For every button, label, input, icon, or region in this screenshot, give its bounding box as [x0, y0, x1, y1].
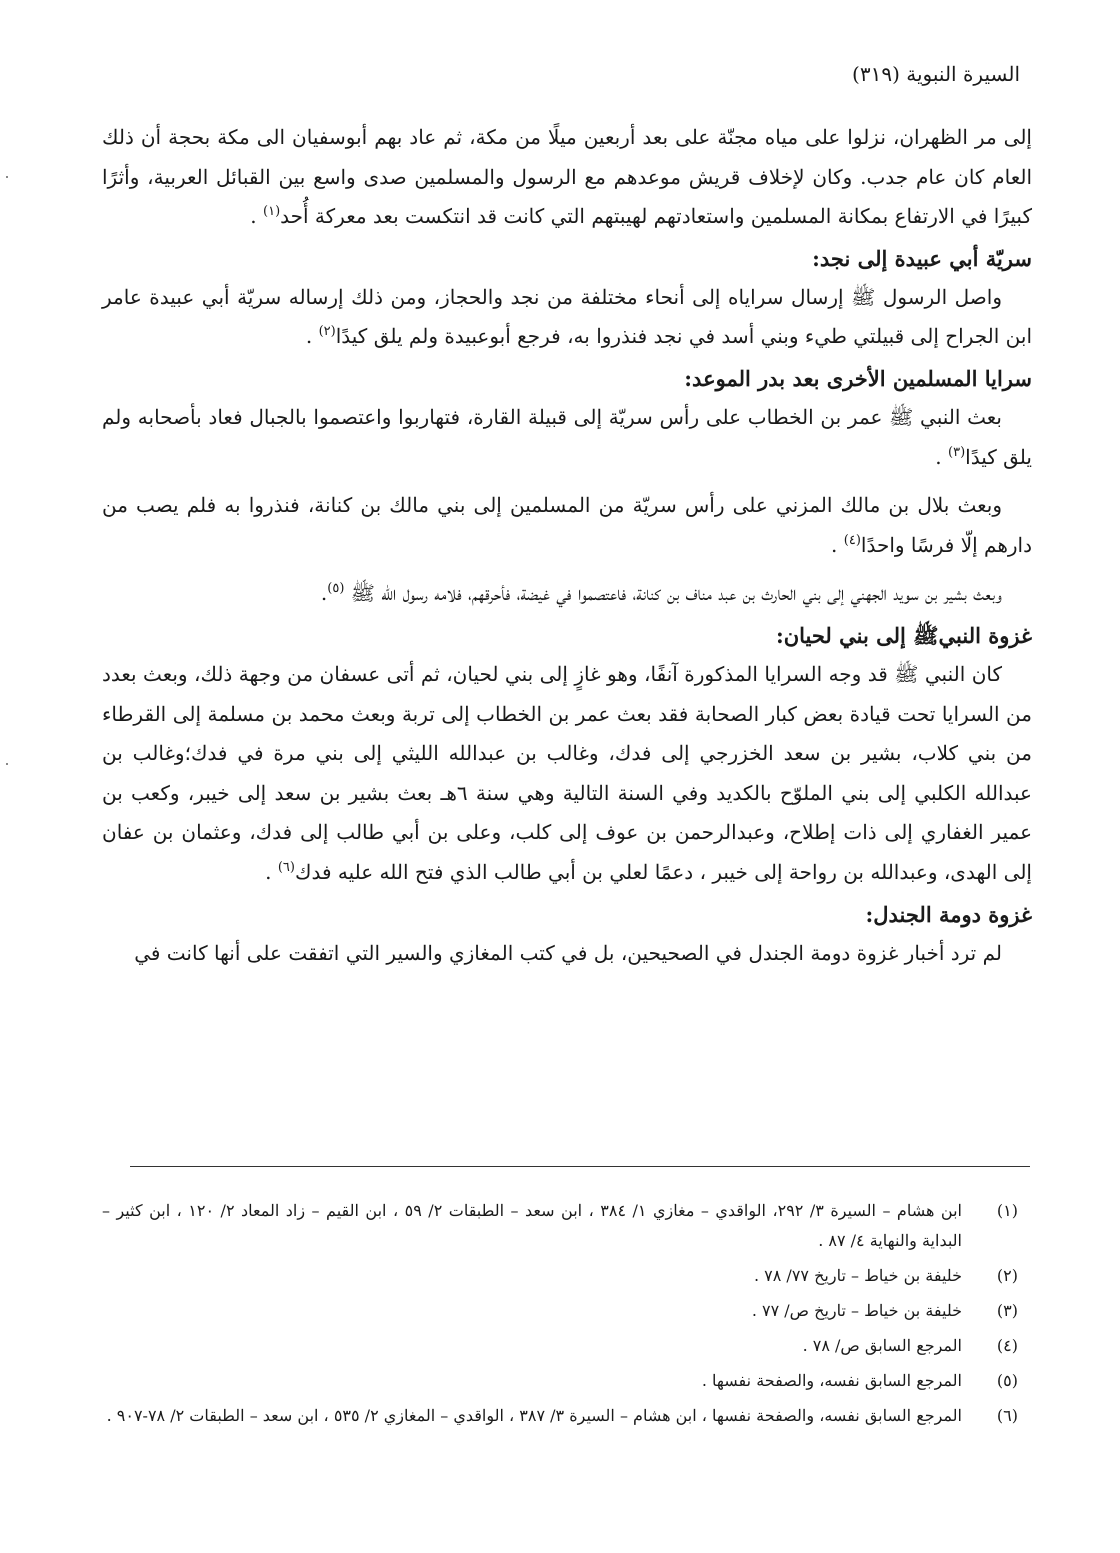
- footnote-ref-4[interactable]: (٤): [843, 532, 861, 548]
- footnote-number: (٢): [996, 1266, 1018, 1285]
- footnote-item: [102, 1196, 1018, 1256]
- paragraph-7: لم ترد أخبار غزوة دومة الجندل في الصحيحين، بل في كتب المغازي والسير التي اتفقت على أنها كانت في: [134, 940, 1002, 965]
- paragraph-4-text: وبعث بلال بن مالك المزني على رأس سريّة من المسلمين إلى بني مالك بن كنانة، فنذروا به فلم يصب من دارهم إلّا فرسًا واحدًا: [102, 493, 1032, 557]
- paragraph-2-text: واصل الرسول ﷺ إرسال سراياه إلى أنحاء مختلفة من نجد والحجاز، ومن ذلك إرساله سريّة أبي عبيدة عامر ابن الجراح إلى قبيلتي طيء وبني أسد في نجد فنذروا به، فرجع أبوعبيدة ولم يلق كيدًا: [102, 284, 1032, 349]
- main-text: [102, 118, 1032, 973]
- footnote-ref-2[interactable]: (٢): [318, 324, 336, 340]
- footnote-item: [102, 1296, 1018, 1326]
- paragraph-3-text: بعث النبي ﷺ عمر بن الخطاب على رأس سريّة إلى قبيلة القارة، فتهاربوا واعتصموا بالجبال فعاد بأصحابه ولم يلق كيدًا: [102, 404, 1032, 469]
- footnote-text: المرجع السابق نفسه، والصفحة نفسها .: [701, 1371, 962, 1390]
- paragraph-3: بعث النبي ﷺ عمر بن الخطاب على رأس سريّة إلى قبيلة القارة، فتهاربوا واعتصموا بالجبال فعاد بأصحابه ولم يلق كيدًا$^{(٣)}$ .: [102, 404, 1032, 469]
- footnote-text: المرجع السابق نفسه، والصفحة نفسها ، ابن هشام – السيرة ٣/ ٣٨٧ ، الواقدي – المغازي ٢/ ٥٣٥ ، ابن سعد – الطبقات ٢/ ٧٨-٩٠٧ .: [106, 1406, 962, 1425]
- paragraph-2: واصل الرسول ﷺ إرسال سراياه إلى أنحاء مختلفة من نجد والحجاز، ومن ذلك إرساله سريّة أبي عبيدة عامر ابن الجراح إلى قبيلتي طيء وبني أسد في نجد فنذروا به، فرجع أبوعبيدة ولم يلق كيدًا$^{(٢)}$ .: [102, 284, 1032, 349]
- footnote-number: (٥): [996, 1371, 1018, 1390]
- footnote-item: [102, 1401, 1018, 1431]
- footnote-text: المرجع السابق ص/ ٧٨ .: [802, 1336, 962, 1355]
- paragraph-1: إلى مر الظهران، نزلوا على مياه مجنّة على بعد أربعين ميلًا من مكة، ثم عاد بهم أبوسفيان الى مكة بحجة أن ذلك العام كان عام جدب. وكان لإخلاف قريش موعدهم مع الرسول والمسلمين صدى واسع بين القبائل العربية، وأثرًا كبيرًا في الارتفاع بمكانة المسلمين واستعادتهم لهيبتهم التي كانت قد انتكست بعد معركة أُحد$^{(١)}$ .: [102, 125, 1032, 229]
- footnotes: [102, 1196, 1018, 1436]
- footnote-number: (٣): [996, 1301, 1018, 1320]
- footnote-ref-6[interactable]: (٦): [277, 859, 295, 875]
- paragraph-4: وبعث بلال بن مالك المزني على رأس سريّة من المسلمين إلى بني مالك بن كنانة، فنذروا به فلم يصب من دارهم إلّا فرسًا واحدًا$^{(٤)}$ .: [102, 493, 1032, 557]
- footnote-number: (٦): [996, 1406, 1018, 1425]
- footnote-ref-5[interactable]: (٥): [327, 581, 345, 597]
- footnote-text: خليفة بن خياط – تاريخ ٧٧/ ٧٨ .: [753, 1266, 962, 1285]
- section-heading-dumat-al-jandal: غزوة دومة الجندل:: [865, 901, 1032, 927]
- footnote-number: (١): [996, 1201, 1018, 1220]
- running-head: السيرة النبوية (٣١٩): [852, 62, 1020, 86]
- scan-speck: [6, 176, 8, 178]
- footnote-ref-3[interactable]: (٣): [948, 444, 966, 460]
- paragraph-5: وبعث بشير بن سويد الجهني إلى بني الحارث بن عبد مناف بن كنانة، فاعتصموا في غيضة، فأحرقهم، فلامه رسول الله ﷺ $^{(٥)}$.: [320, 581, 1002, 606]
- scan-speck: [6, 763, 8, 765]
- section-heading-bani-lihyan: غزوة النبيﷺ إلى بني لحيان:: [775, 622, 1032, 648]
- footnote-item: [102, 1261, 1018, 1291]
- footnote-separator: [130, 1166, 1030, 1167]
- footnote-item: [102, 1331, 1018, 1361]
- footnote-item: [102, 1366, 1018, 1396]
- paragraph-1-text: إلى مر الظهران، نزلوا على مياه مجنّة على بعد أربعين ميلًا من مكة، ثم عاد بهم أبوسفيان الى مكة بحجة أن ذلك العام كان عام جدب. وكان لإخلاف قريش موعدهم مع الرسول والمسلمين صدى واسع بين القبائل العربية، وأثرًا كبيرًا في الارتفاع بمكانة المسلمين واستعادتهم لهيبتهم التي كانت قد انتكست بعد معركة أُحد: [102, 125, 1032, 229]
- paragraph-6: كان النبي ﷺ قد وجه السرايا المذكورة آنفًا، وهو غازٍ إلى بني لحيان، ثم أتى عسفان من وجهة ذلك، وبعث بعدد من السرايا تحت قيادة بعض كبار الصحابة فقد بعث عمر بن الخطاب إلى تربة وبعث محمد بن مسلمة إلى القرطاء من بني كلاب، بشير بن سعد الخزرجي إلى فدك، وغالب بن عبدالله الليثي إلى بني مرة في فدك؛وغالب بن عبدالله الكلبي إلى بني الملوّح بالكديد وفي السنة التالية وهي سنة ٦هـ بعث بشير بن سعد إلى خيبر، وكعب بن عمير الغفاري إلى ذات إطلاح، وعبدالرحمن بن عوف إلى كلب، وعلى بن أبي طالب إلى فدك، وعثمان بن عفان إلى الهدى، وعبدالله بن رواحة إلى خيبر ، دعمًا لعلي بن أبي طالب الذي فتح الله عليه فدك$^{(٦)}$ .: [102, 661, 1032, 884]
- paragraph-6-text: كان النبي ﷺ قد وجه السرايا المذكورة آنفًا، وهو غازٍ إلى بني لحيان، ثم أتى عسفان من وجهة ذلك، وبعث بعدد من السرايا تحت قيادة بعض كبار الصحابة فقد بعث عمر بن الخطاب إلى تربة وبعث محمد بن مسلمة إلى القرطاء من بني كلاب، بشير بن سعد الخزرجي إلى فدك، وغالب بن عبدالله الليثي إلى بني مرة في فدك؛وغالب بن عبدالله الكلبي إلى بني الملوّح بالكديد وفي السنة التالية وهي سنة ٦هـ بعث بشير بن سعد إلى خيبر، وكعب بن عمير الغفاري إلى ذات إطلاح، وعبدالرحمن بن عوف إلى كلب، وعلى بن أبي طالب إلى فدك، وعثمان بن عفان إلى الهدى، وعبدالله بن رواحة إلى خيبر ، دعمًا لعلي بن أبي طالب الذي فتح الله عليه فدك: [102, 661, 1032, 884]
- footnote-text: خليفة بن خياط – تاريخ ص/ ٧٧ .: [751, 1301, 962, 1320]
- section-heading-other-expeditions: سرايا المسلمين الأخرى بعد بدر الموعد:: [684, 365, 1032, 391]
- section-heading-abu-ubaida: سريّة أبي عبيدة إلى نجد:: [812, 245, 1032, 271]
- footnote-ref-1[interactable]: (١): [263, 204, 281, 220]
- footnote-text: ابن هشام – السيرة ٣/ ٢٩٢، الواقدي – مغازي ١/ ٣٨٤ ، ابن سعد – الطبقات ٢/ ٥٩ ، ابن القيم – زاد المعاد ٢/ ١٢٠ ، ابن كثير – البداية والنهاية ٤/ ٨٧ .: [102, 1201, 962, 1250]
- paragraph-5-text: وبعث بشير بن سويد الجهني إلى بني الحارث بن عبد مناف بن كنانة، فاعتصموا في غيضة، فأحرقهم، فلامه رسول الله ﷺ: [350, 581, 1002, 606]
- footnote-number: (٤): [996, 1336, 1018, 1355]
